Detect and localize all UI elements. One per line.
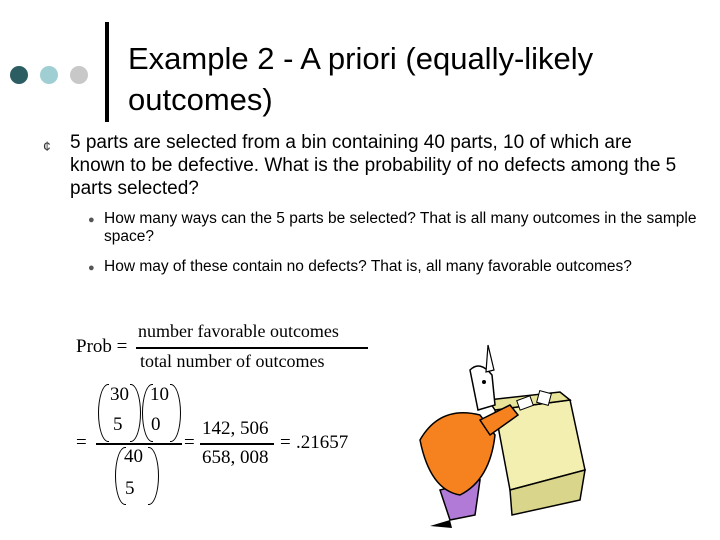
paren-right — [130, 384, 141, 442]
equals-sign: = — [76, 432, 87, 453]
bullet-marker: ¢ — [43, 138, 51, 154]
dot-gray — [70, 66, 88, 84]
sub-bullet-2: How may of these contain no defects? That is, all many favorable outcomes? — [104, 258, 632, 275]
result-value: .21657 — [296, 432, 349, 453]
slide-title: Example 2 - A priori (equally-likely outcomes) — [128, 41, 594, 117]
sub-bullet-marker: ● — [88, 214, 95, 226]
binom1-bottom: 5 — [113, 414, 123, 435]
binom3-top: 40 — [124, 446, 143, 467]
paren-right — [170, 384, 181, 442]
prob-label: Prob = — [76, 336, 128, 357]
formula-numerator: number favorable outcomes — [138, 321, 339, 341]
sub-bullet-marker: ● — [88, 262, 95, 274]
formula-denominator: total number of outcomes — [140, 351, 325, 371]
binom1-top: 30 — [110, 384, 129, 405]
binom2-bottom: 0 — [151, 414, 161, 435]
paren-left — [98, 384, 109, 442]
person-bin-clipart — [400, 330, 600, 530]
title-divider — [105, 22, 109, 122]
decorative-dots — [10, 64, 100, 86]
ratio-denominator: 658, 008 — [202, 447, 269, 468]
main-bullet-text: 5 parts are selected from a bin containing 40 parts, 10 of which are known to be defective. What is the probability of no defects among the 5 parts selected? — [70, 132, 677, 199]
fraction-bar — [96, 443, 182, 445]
fraction-bar — [136, 347, 368, 349]
fraction-bar — [200, 443, 274, 445]
equals-sign: = — [280, 432, 291, 453]
sub-bullet-1: How many ways can the 5 parts be selected? That is all many outcomes in the sample space? — [104, 210, 697, 245]
ratio-numerator: 142, 506 — [202, 418, 269, 439]
dot-teal — [40, 66, 58, 84]
binom2-top: 10 — [150, 384, 169, 405]
dot-dark — [10, 66, 28, 84]
paren-right — [148, 447, 159, 505]
equals-sign: = — [184, 432, 195, 453]
binom3-bottom: 5 — [125, 478, 135, 499]
